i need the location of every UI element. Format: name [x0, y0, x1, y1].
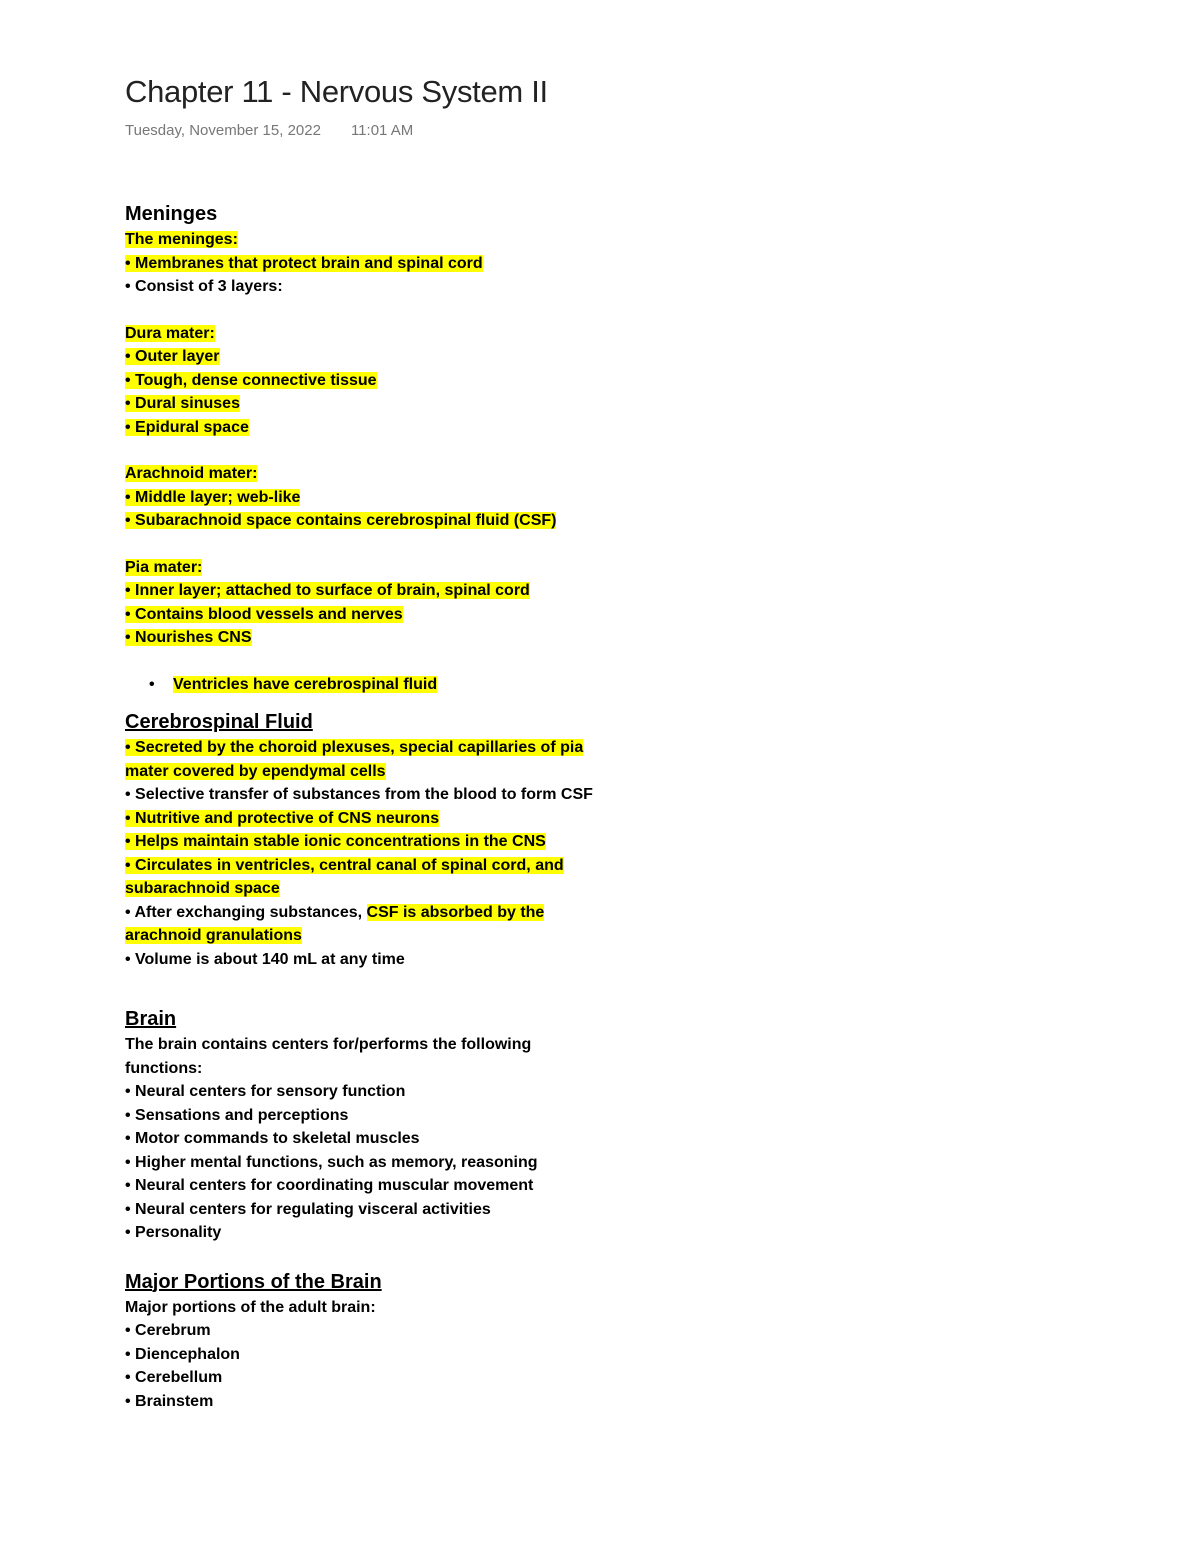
- dura-item: • Dural sinuses: [125, 395, 240, 412]
- brain-item: • Higher mental functions, such as memory, reasoning: [125, 1153, 538, 1171]
- pia-item: • Inner layer; attached to surface of brain, spinal cord: [125, 582, 530, 599]
- note-meta: [125, 122, 413, 139]
- csf-line-3: • Nutritive and protective of CNS neurons: [125, 809, 440, 827]
- csf-line-6b: CSF is absorbed by the arachnoid granulations: [125, 903, 545, 944]
- pia-heading: Pia mater:: [125, 558, 203, 576]
- ventricles-text: Ventricles have cerebrospinal fluid: [173, 675, 438, 693]
- note-time: 11:01 AM: [350, 122, 414, 139]
- section-heading-meninges: Meninges: [125, 203, 218, 225]
- brain-item: • Motor commands to skeletal muscles: [125, 1130, 420, 1147]
- dura-item: • Outer layer: [125, 348, 220, 365]
- meninges-bullet-1: • Membranes that protect brain and spinal cord: [125, 254, 483, 272]
- csf-line-2: • Selective transfer of substances from the blood to form CSF: [125, 786, 593, 803]
- pia-item: • Nourishes CNS: [125, 629, 252, 646]
- arachnoid-heading: Arachnoid mater:: [125, 465, 258, 482]
- bullet-icon: •: [149, 675, 155, 693]
- pia-item: • Contains blood vessels and nerves: [125, 605, 403, 623]
- dura-item: • Tough, dense connective tissue: [125, 371, 377, 389]
- meninges-intro: The meninges:: [125, 231, 238, 248]
- brain-item: • Sensations and perceptions: [125, 1106, 349, 1124]
- brain-item: • Neural centers for regulating visceral activities: [125, 1200, 491, 1218]
- arachnoid-item: • Subarachnoid space contains cerebrospinal fluid (CSF): [125, 512, 557, 529]
- csf-line-6a: • After exchanging substances,: [125, 903, 367, 921]
- portions-intro: Major portions of the adult brain:: [125, 1298, 376, 1316]
- csf-line-1: • Secreted by the choroid plexuses, special capillaries of pia mater covered by ependymal cells: [125, 739, 584, 780]
- csf-line-4: • Helps maintain stable ionic concentrations in the CNS: [125, 833, 546, 850]
- section-heading-brain: Brain: [125, 1008, 177, 1030]
- ventricles-list-item: [125, 673, 595, 697]
- arachnoid-item: • Middle layer; web-like: [125, 488, 301, 506]
- section-heading-major-portions: Major Portions of the Brain: [125, 1270, 382, 1293]
- meninges-bullet-2: • Consist of 3 layers:: [125, 278, 283, 295]
- portions-item: • Brainstem: [125, 1392, 214, 1410]
- portions-item: • Diencephalon: [125, 1345, 240, 1363]
- dura-item: • Epidural space: [125, 418, 249, 436]
- brain-item: • Neural centers for coordinating muscular movement: [125, 1177, 534, 1194]
- csf-line-7: • Volume is about 140 mL at any time: [125, 950, 405, 968]
- brain-item: • Personality: [125, 1224, 222, 1241]
- csf-line-5: • Circulates in ventricles, central canal of spinal cord, and subarachnoid space: [125, 856, 564, 897]
- brain-item: • Neural centers for sensory function: [125, 1083, 406, 1100]
- dura-heading: Dura mater:: [125, 324, 215, 342]
- brain-intro: The brain contains centers for/performs the following functions:: [125, 1036, 532, 1077]
- portions-item: • Cerebellum: [125, 1369, 223, 1386]
- page-title: Chapter 11 - Nervous System II: [125, 74, 548, 109]
- portions-item: • Cerebrum: [125, 1322, 211, 1339]
- note-date: Tuesday, November 15, 2022: [125, 122, 321, 139]
- section-heading-csf: Cerebrospinal Fluid: [125, 711, 313, 733]
- note-content: [125, 200, 595, 1413]
